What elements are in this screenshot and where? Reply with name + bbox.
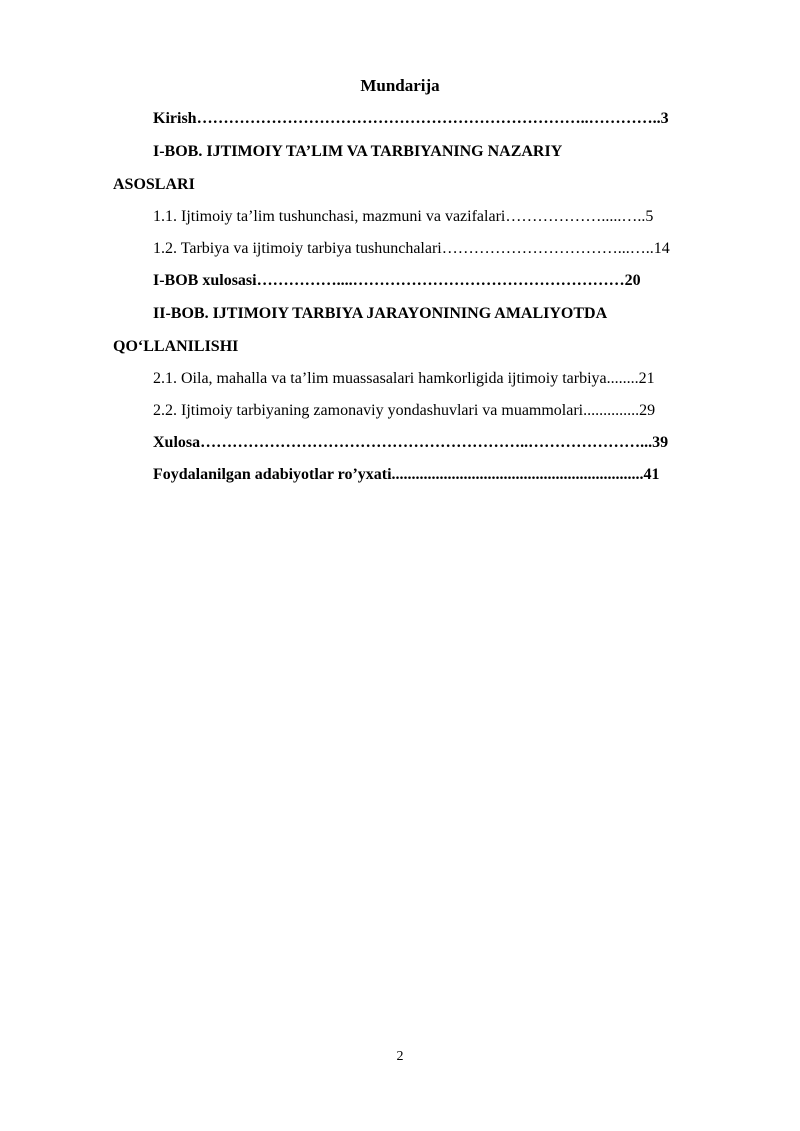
toc-heading-chapter-2: II-BOB. IJTIMOIY TARBIYA JARAYONINING AMALIYOTDA bbox=[153, 305, 608, 322]
toc-entry-xulosa: Xulosa……………………………………………………..…………………...39 bbox=[153, 434, 669, 451]
toc-heading-chapter-1: I-BOB. IJTIMOIY TA’LIM VA TARBIYANING NAZARIY bbox=[153, 143, 563, 160]
toc-heading-chapter-1-cont: ASOSLARI bbox=[113, 176, 195, 193]
toc-entry-kirish: Kirish………………………………………………………………..…………..3 bbox=[153, 110, 669, 127]
toc-title: Mundarija bbox=[360, 76, 440, 95]
toc-entry-1-2: 1.2. Tarbiya va ijtimoiy tarbiya tushunchalari……………………………...…..14 bbox=[153, 240, 670, 257]
page-number: 2 bbox=[396, 1049, 404, 1064]
toc-entry-2-2: 2.2. Ijtimoiy tarbiyaning zamonaviy yondashuvlari va muammolari..............29 bbox=[153, 402, 656, 419]
toc-entry-1-1: 1.1. Ijtimoiy ta’lim tushunchasi, mazmuni va vazifalari……………….....…..5 bbox=[153, 208, 654, 225]
toc-heading-chapter-2-cont: QO‘LLANILISHI bbox=[113, 338, 239, 355]
toc-entry-bibliography: Foydalanilgan adabiyotlar ro’yxati...............................................................41 bbox=[153, 466, 660, 483]
toc-entry-2-1: 2.1. Oila, mahalla va ta’lim muassasalari hamkorligida ijtimoiy tarbiya........21 bbox=[153, 370, 655, 387]
toc-entry-chapter-1-summary: I-BOB xulosasi……………....……………………………………………20 bbox=[153, 272, 641, 289]
